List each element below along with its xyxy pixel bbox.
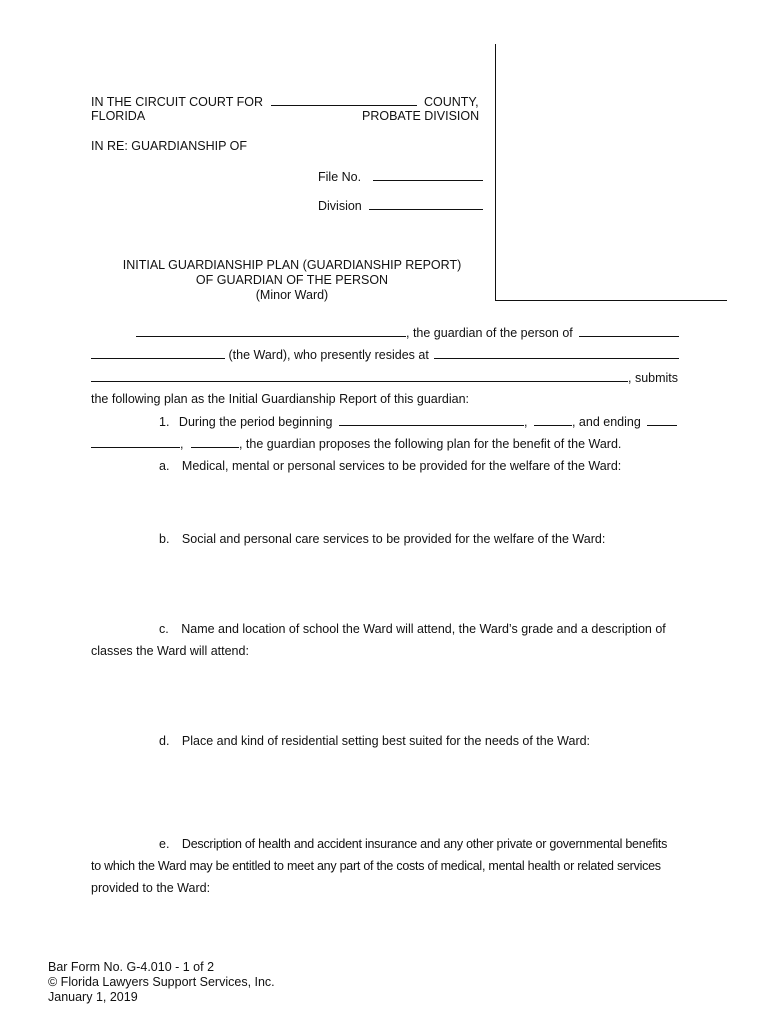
item-1-text: During the period beginning	[178, 415, 333, 429]
proposes-text: , the guardian proposes the following plan for the benefit of the Ward.	[238, 437, 622, 451]
footer	[48, 960, 275, 1005]
ward-name-continued-blank[interactable]	[91, 347, 225, 359]
file-no-label: File No.	[318, 170, 362, 184]
division-blank[interactable]	[369, 198, 483, 210]
item-a	[159, 459, 621, 474]
court-prefix: IN THE CIRCUIT COURT FOR	[91, 95, 264, 109]
period-end-continued-blank[interactable]	[91, 436, 180, 448]
item-c-line-1	[159, 622, 666, 637]
item-1-number: 1.	[159, 415, 170, 429]
county-label: COUNTY,	[423, 95, 479, 109]
caption-vertical-rule	[495, 44, 496, 301]
county-blank[interactable]	[271, 94, 417, 106]
item-d	[159, 734, 590, 749]
item-b	[159, 532, 605, 547]
item-d-text: Place and kind of residential setting best suited for the needs of the Ward:	[181, 734, 591, 748]
title-line-1: INITIAL GUARDIANSHIP PLAN (GUARDIANSHIP REPORT)	[122, 258, 462, 272]
item-e-text-1: Description of health and accident insurance and any other private or governmental benefits	[181, 837, 668, 851]
guardian-name-blank[interactable]	[136, 325, 406, 337]
period-begin-year-blank[interactable]	[534, 414, 572, 426]
item-c-label: c.	[159, 622, 169, 636]
item-c-text-1: Name and location of school the Ward will attend, the Ward’s grade and a description of	[181, 622, 666, 636]
file-no-line	[318, 169, 483, 185]
guardian-line	[136, 325, 679, 341]
and-ending-text: , and ending	[571, 415, 641, 429]
item-b-label: b.	[159, 532, 170, 546]
residence-continued-blank[interactable]	[91, 370, 628, 382]
file-no-blank[interactable]	[373, 169, 483, 181]
item-e-text-2: to which the Ward may be entitled to meet any part of the costs of medical, mental health or related services	[91, 859, 661, 873]
probate-division-label: PROBATE DIVISION	[362, 109, 480, 123]
period-end-year-blank[interactable]	[191, 436, 239, 448]
period-end-blank[interactable]	[647, 414, 677, 426]
item-a-text: Medical, mental or personal services to be provided for the welfare of the Ward:	[181, 459, 622, 473]
title-line-3: (Minor Ward)	[255, 288, 329, 302]
item-b-text: Social and personal care services to be provided for the welfare of the Ward:	[181, 532, 606, 546]
ward-residence-line	[91, 347, 679, 363]
item-1-line	[159, 414, 677, 430]
copyright-notice: © Florida Lawyers Support Services, Inc.	[48, 975, 275, 989]
guardian-of-text: , the guardian of the person of	[406, 326, 573, 340]
state-label: FLORIDA	[91, 109, 146, 123]
title-line-2: OF GUARDIAN OF THE PERSON	[195, 273, 389, 287]
item-e-line-1	[159, 837, 667, 852]
item-1-continued-comma: ,	[180, 437, 184, 451]
item-e-text-3: provided to the Ward:	[91, 881, 211, 895]
residence-blank[interactable]	[434, 347, 679, 359]
form-date: January 1, 2019	[48, 990, 138, 1004]
division-label: Division	[318, 199, 362, 213]
item-e-label: e.	[159, 837, 170, 851]
document-title	[90, 258, 494, 303]
division-line	[318, 198, 483, 214]
following-plan-text: the following plan as the Initial Guardianship Report of this guardian:	[91, 392, 470, 406]
item-1-continued-line	[91, 436, 621, 452]
ward-resides-text: (the Ward), who presently resides at	[228, 348, 429, 362]
period-begin-blank[interactable]	[339, 414, 524, 426]
item-a-label: a.	[159, 459, 170, 473]
court-line	[91, 94, 479, 110]
submits-text: , submits	[628, 371, 679, 385]
caption-horizontal-rule	[495, 300, 727, 301]
in-re-label: IN RE: GUARDIANSHIP OF	[91, 139, 248, 153]
item-1-comma: ,	[524, 415, 528, 429]
ward-name-blank[interactable]	[579, 325, 679, 337]
item-d-label: d.	[159, 734, 170, 748]
item-c-text-2: classes the Ward will attend:	[91, 644, 249, 658]
residence-continued-line	[91, 370, 678, 386]
bar-form-number: Bar Form No. G-4.010 - 1 of 2	[48, 960, 215, 974]
